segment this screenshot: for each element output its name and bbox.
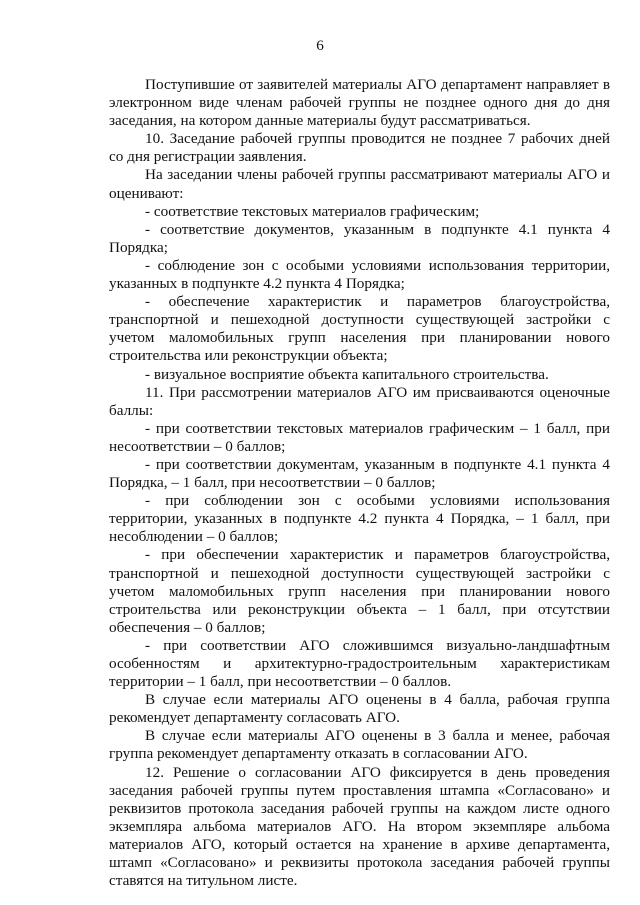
document-body [109,76,610,890]
list-item: - визуальное восприятие объекта капитального строительства. [145,365,549,383]
list-item: - при соблюдении зон с особыми условиями использования территории, указанных в подпункте 4.2 пункта 4 Порядка, – 1 балл, при несоблюдении – 0 баллов; [109,492,610,546]
page-number: 6 [316,37,324,54]
paragraph: 10. Заседание рабочей группы проводится не позднее 7 рабочих дней со дня регистрации заявления. [109,130,610,166]
list-item: - соблюдение зон с особыми условиями использования территории, указанных в подпункте 4.2 пункта 4 Порядка; [109,256,610,293]
paragraph: Поступившие от заявителей материалы АГО департамент направляет в электронном виде членам рабочей группы не позднее одного дня до дня заседания, на котором данные материалы будут рассматриваться. [109,76,610,130]
list-item: - при соответствии АГО сложившимся визуально-ландшафтным особенностям и архитектурно-градостроительным характеристикам территории – 1 балл, при несоответствии – 0 баллов. [109,636,610,691]
paragraph: В случае если материалы АГО оценены в 4 балла, рабочая группа рекомендует департаменту согласовать АГО. [109,691,610,727]
paragraph: 12. Решение о согласовании АГО фиксируется в день проведения заседания рабочей группы путем проставления штампа «Согласовано» и реквизитов протокола заседания рабочей группы на каждом листе одного экземпляра альбома материалов АГО. На втором экземпляре альбома материалов АГО, который остается на хранение в архиве департамента, штамп «Согласовано» и реквизиты протокола заседания рабочей группы ставятся на титульном листе. [109,763,610,890]
list-item: - соответствие текстовых материалов графическим; [145,202,480,220]
paragraph: 11. При рассмотрении материалов АГО им присваиваются оценочные баллы: [109,383,610,419]
list-item: - при соответствии документам, указанным в подпункте 4.1 пункта 4 Порядка, – 1 балл, при несоответствии – 0 баллов; [109,455,610,492]
paragraph: На заседании члены рабочей группы рассматривают материалы АГО и оценивают: [109,166,610,202]
paragraph: В случае если материалы АГО оценены в 3 балла и менее, рабочая группа рекомендует департаменту отказать в согласовании АГО. [109,727,610,763]
list-item: - обеспечение характеристик и параметров благоустройства, транспортной и пешеходной доступности существующей застройки с учетом маломобильных групп населения при планировании нового строительства или реконструкции объекта; [109,293,610,365]
list-item: - при соответствии текстовых материалов графическим – 1 балл, при несоответствии – 0 баллов; [109,419,610,455]
list-item: - соответствие документов, указанным в подпункте 4.1 пункта 4 Порядка; [109,220,610,256]
list-item: - при обеспечении характеристик и параметров благоустройства, транспортной и пешеходной доступности существующей застройки с учетом маломобильных групп населения при планировании нового строительства или реконструкции объекта – 1 балл, при отсутствии обеспечения – 0 баллов; [109,546,610,636]
